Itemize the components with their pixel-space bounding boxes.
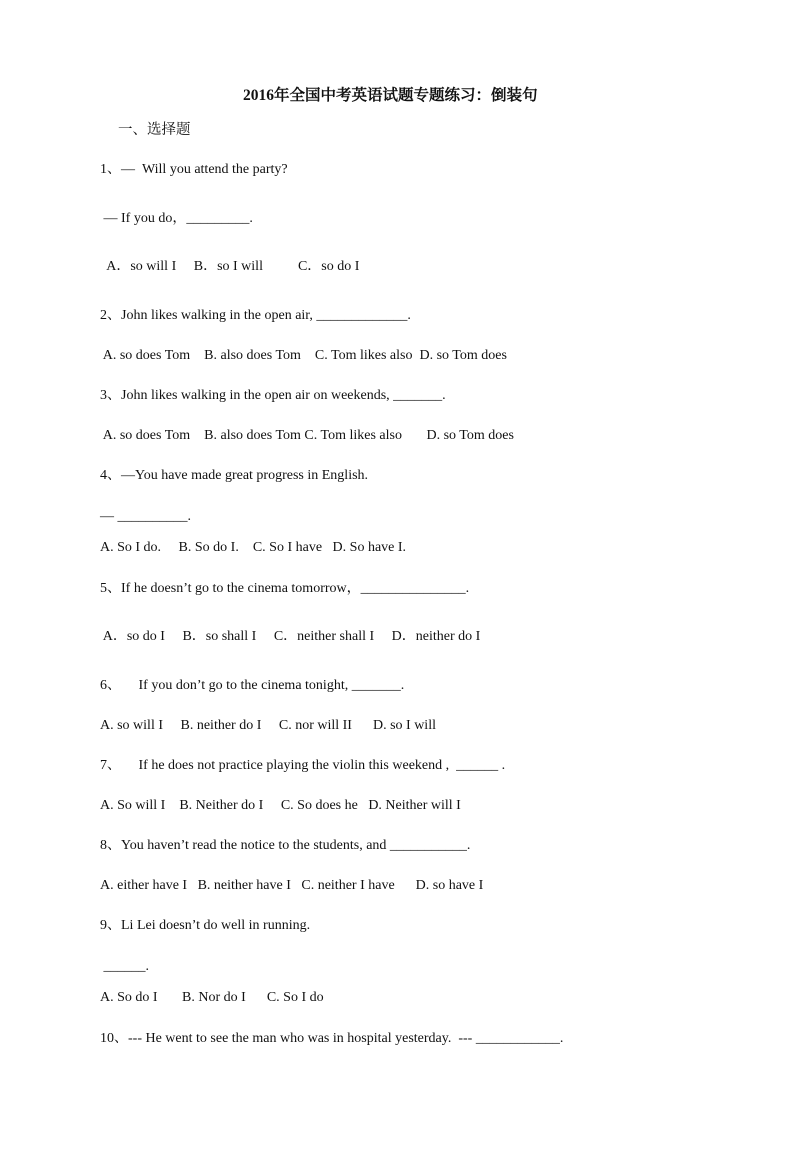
question-4: 4、—You have made great progress in English.: [100, 468, 369, 483]
question-6: 6、 If you don’t go to the cinema tonight, _______.: [100, 678, 405, 693]
question-9-options: A. So do I B. Nor do I C. So I do: [100, 990, 324, 1005]
question-2-options: A. so does Tom B. also does Tom C. Tom likes also D. so Tom does: [100, 348, 507, 363]
section-heading: 一、选择题: [118, 122, 191, 138]
question-5-options: A．so do I B．so shall I C．neither shall I D．neither do I: [100, 629, 481, 644]
question-1-reply: — If you do，_________.: [100, 211, 253, 226]
question-3: 3、John likes walking in the open air on weekends, _______.: [100, 388, 446, 403]
question-3-options: A. so does Tom B. also does Tom C. Tom likes also D. so Tom does: [100, 428, 514, 443]
page-title: 2016年全国中考英语试题专题练习：倒装句: [243, 87, 538, 104]
question-2: 2、John likes walking in the open air, _____________.: [100, 308, 411, 323]
question-9-reply: ______.: [100, 959, 149, 974]
question-7: 7、 If he does not practice playing the violin this weekend , ______ .: [100, 758, 506, 773]
question-7-options: A. So will I B. Neither do I C. So does he D. Neither will I: [100, 798, 461, 813]
question-9: 9、Li Lei doesn’t do well in running.: [100, 918, 311, 933]
question-8: 8、You haven’t read the notice to the students, and ___________.: [100, 838, 471, 853]
question-5: 5、If he doesn’t go to the cinema tomorrow，_______________.: [100, 581, 470, 596]
question-1-options: A．so will I B．so I will C．so do I: [100, 259, 360, 274]
question-8-options: A. either have I B. neither have I C. neither I have D. so have I: [100, 878, 484, 893]
question-4-reply: — __________.: [100, 509, 191, 524]
question-10: 10、--- He went to see the man who was in hospital yesterday. --- ____________.: [100, 1031, 564, 1046]
question-6-options: A. so will I B. neither do I C. nor will II D. so I will: [100, 718, 436, 733]
question-4-options: A. So I do. B. So do I. C. So I have D. So have I.: [100, 540, 407, 555]
question-1: 1、— Will you attend the party?: [100, 162, 288, 177]
